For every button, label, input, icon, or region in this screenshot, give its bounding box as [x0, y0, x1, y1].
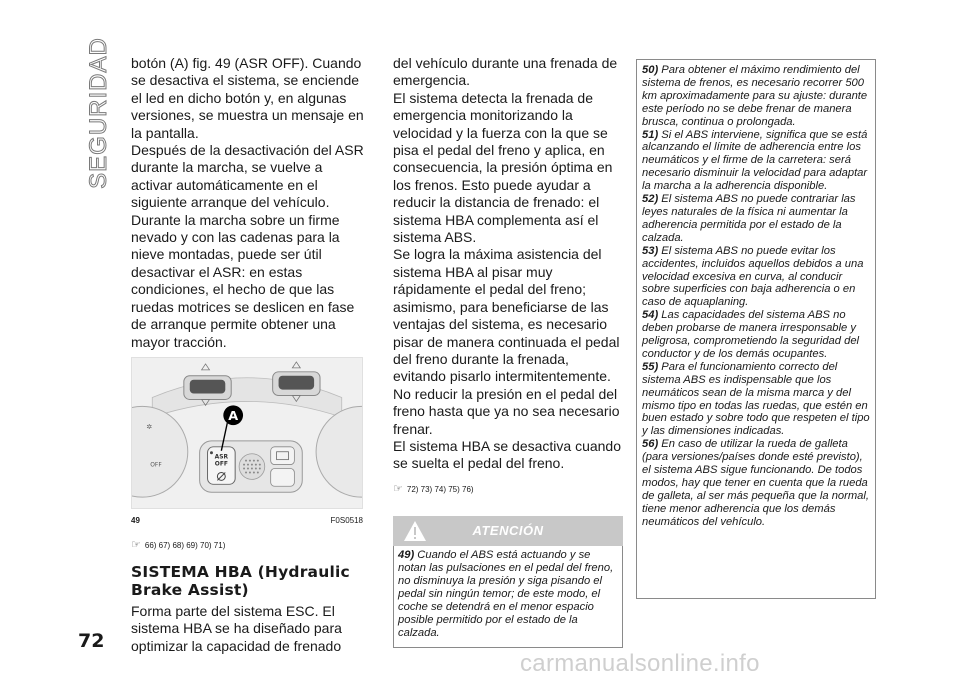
note-number: 54)	[642, 309, 659, 322]
column-3	[636, 55, 876, 599]
note-item	[642, 193, 871, 245]
figure-code: F0S0518	[330, 515, 363, 525]
warning-text: Cuando el ABS está actuando y se notan las pulsaciones en el pedal del freno, no disminuya la presión y siga pisando el pedal sin ningún temor; de este modo, el coche se detendrá en el menor espacio posible permitido por el estado de la calzada.	[398, 549, 614, 640]
asr-button-text-1: ASR	[214, 454, 229, 461]
note-item	[642, 361, 871, 438]
warning-box	[393, 546, 623, 648]
note-item	[642, 309, 871, 361]
note-number: 56)	[642, 438, 659, 451]
note-item	[642, 438, 871, 528]
section-side-tab-label: SEGURIDAD	[85, 37, 112, 189]
paragraph: No reducir la presión en el pedal del freno hasta que ya no sea necesario frenar.	[393, 385, 620, 437]
warning-header	[393, 516, 623, 546]
pointing-hand-icon: ☞	[393, 482, 403, 495]
paragraph: El sistema detecta la frenada de emergencia monitorizando la velocidad y la fuerza con la que se pisa el pedal del freno y aplica, en consecuencia, la presión óptima en los frenos. Esto puede ayudar a reducir la distancia de frenado: el sistema HBA complementa así el sistema ABS.	[393, 89, 613, 246]
svg-text:✲: ✲	[146, 422, 153, 431]
warning-number: 49)	[398, 549, 415, 562]
note-text: Si el ABS interviene, significa que se está alcanzando el límite de adherencia entre los neumáticos y el firme de la carretera: será necesario disminuir la velocidad para adaptar la marcha a la adherencia disponible.	[642, 128, 868, 193]
note-item	[642, 129, 871, 194]
callout-a-label: A	[228, 409, 239, 425]
reference-list: 66) 67) 68) 69) 70) 71)	[144, 541, 226, 551]
asr-button-text-2: OFF	[214, 461, 228, 468]
note-text: El sistema ABS no puede evitar los accidentes, incluidos aquellos debidos a una velocidad excesiva en curva, al conducir sobre superficies con baja adherencia o en caso de aquaplaning.	[642, 244, 864, 309]
note-text: Las capacidades del sistema ABS no deben probarse de manera irresponsable y peligrosa, comprometiendo la seguridad del conductor y de los demás ocupantes.	[642, 309, 860, 360]
page-number: 72	[78, 630, 105, 652]
paragraph: del vehículo durante una frenada de emergencia.	[393, 55, 618, 89]
note-text: En caso de utilizar la rueda de galleta (para versiones/países donde esté previsto), el sistema ABS sigue funcionando. De todos modos, hay que tener en cuenta que la rueda de galleta, al ser más pequeña que la normal, tiene menor adherencia que los demás neumáticos del vehículo.	[642, 438, 870, 528]
paragraph: El sistema HBA se desactiva cuando se suelta el pedal del freno.	[393, 437, 622, 472]
note-item	[642, 64, 871, 129]
note-number: 51)	[642, 128, 659, 141]
warning-references	[393, 481, 623, 498]
site-watermark: carmanualsonline.info	[520, 650, 760, 677]
note-text: El sistema ABS no puede contrariar las leyes naturales de la física ni aumentar la adherencia permitida por el estado de la calzada.	[642, 193, 856, 244]
note-text: Para obtener el máximo rendimiento del sistema de frenos, es necesario recorrer 500 km aproximadamente para su ajuste: durante este período no se debe frenar de manera brusca, continua o prolongada.	[642, 64, 868, 128]
paragraph: Se logra la máxima asistencia del sistema HBA al pisar muy rápidamente el pedal del freno; asimismo, para beneficiarse de las ventajas del sistema, es necesario pisar de manera continuada el pedal del freno durante la frenada, evitando pisarlo intermitentemente.	[393, 246, 620, 385]
column-2	[393, 55, 623, 648]
warning-title: ATENCIÓN	[472, 523, 544, 539]
note-item	[642, 245, 871, 310]
pointing-hand-icon: ☞	[131, 539, 141, 552]
figure-49-dashboard-panel	[131, 357, 363, 509]
note-number: 50)	[642, 64, 659, 76]
knob-off-label: OFF	[150, 462, 162, 469]
reference-list: 72) 73) 74) 75) 76)	[406, 484, 474, 494]
notes-box	[636, 59, 876, 599]
note-text: Para el funcionamiento correcto del sistema ABS es indispensable que los neumáticos sean de la misma marca y del mismo tipo en todas las ruedas, que estén en buen estado y sobre todo que respeten el tipo y las dimensiones indicadas.	[642, 360, 870, 438]
column-1	[131, 55, 366, 655]
note-number: 55)	[642, 360, 659, 373]
figure-caption	[131, 512, 363, 529]
dashboard-illustration	[132, 358, 362, 508]
paragraph: Forma parte del sistema ESC. El sistema HBA se ha diseñado para optimizar la capacidad de frenado	[131, 602, 342, 654]
section-title: SISTEMA HBA (Hydraulic Brake Assist)	[131, 562, 350, 599]
paragraph: botón (A) fig. 49 (ASR OFF). Cuando se desactiva el sistema, se enciende el led en dicho botón y, en algunas versiones, se muestra un mensaje en la pantalla.	[131, 55, 364, 141]
figure-number: 49	[131, 515, 140, 525]
section-side-tab	[84, 37, 114, 189]
warning-references	[131, 537, 366, 554]
note-number: 52)	[642, 193, 659, 206]
paragraph: Después de la desactivación del ASR durante la marcha, se vuelve a activar automáticamente en el siguiente arranque del vehículo. Durante la marcha sobre un firme nevado y con las cadenas para la nieve montadas, puede ser útil desactivar el ASR: en estas condiciones, el hecho de que las ruedas motrices se deslicen en fase de arranque permite obtener una mayor tracción.	[131, 142, 364, 350]
note-number: 53)	[642, 244, 659, 257]
